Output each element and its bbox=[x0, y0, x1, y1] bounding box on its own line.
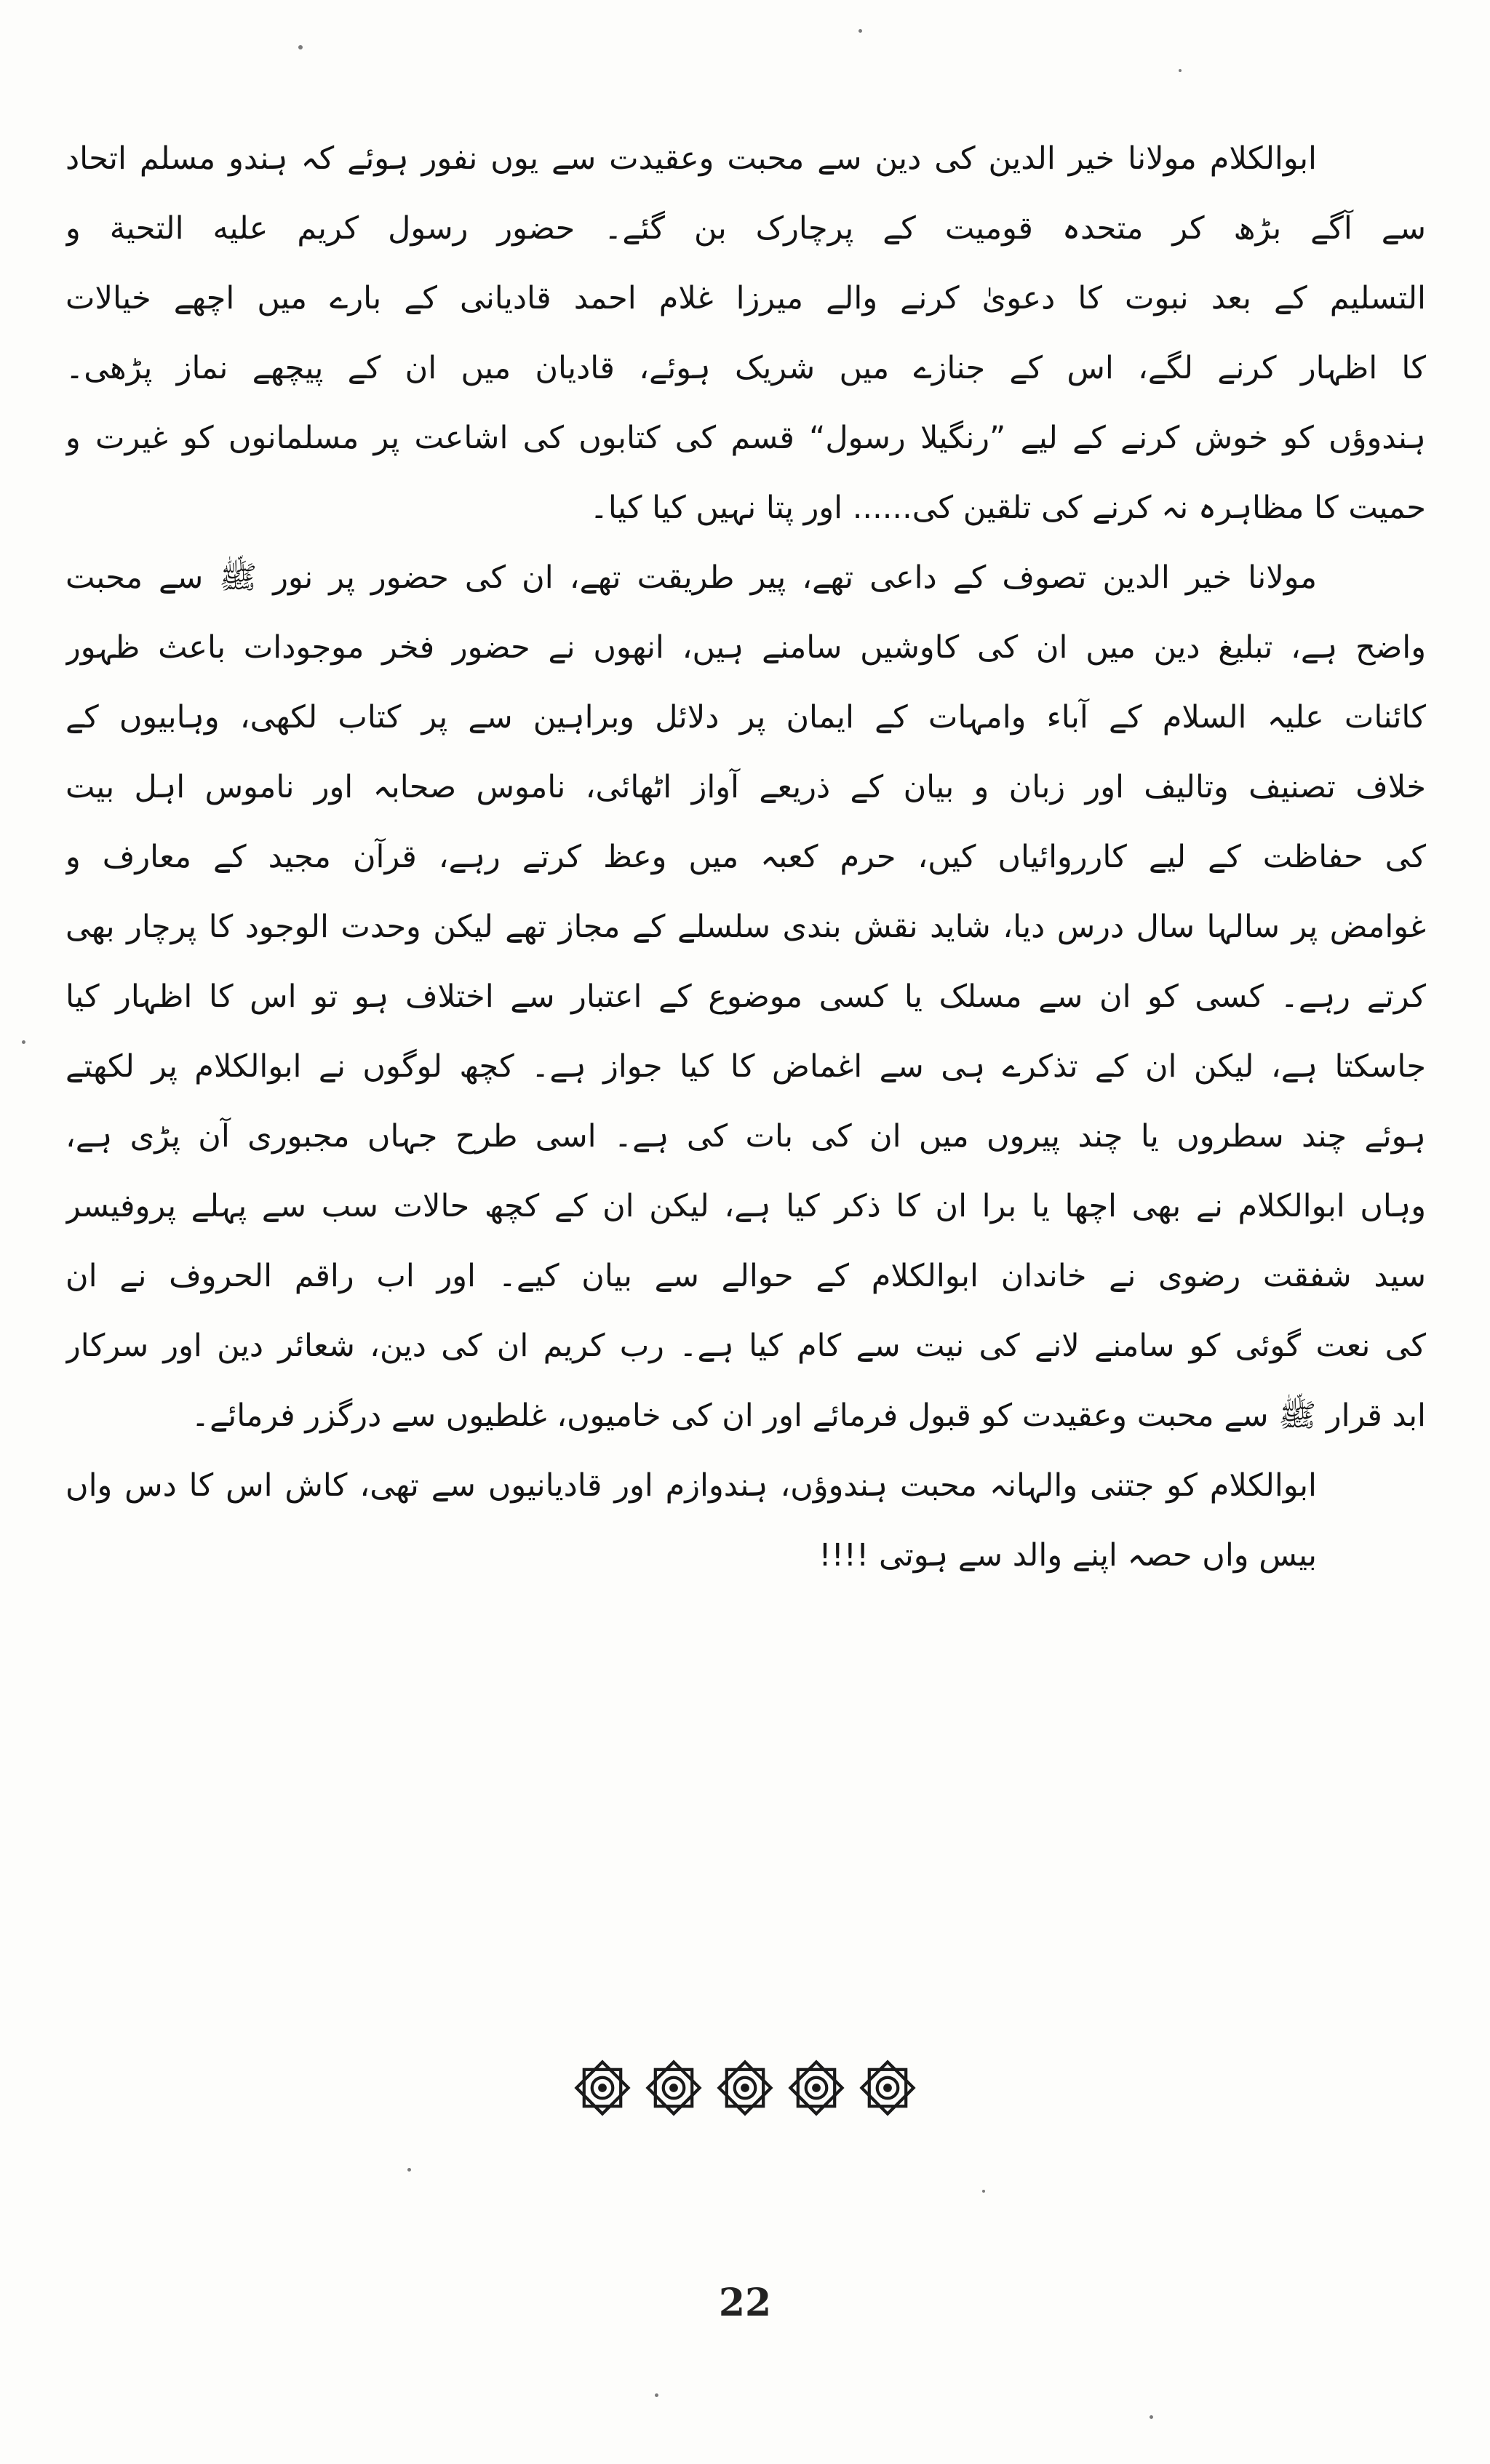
page-number: 22 bbox=[718, 2281, 772, 2325]
text-line: سے آگے بڑھ کر متحدہ قومیت کے پرچارک بن گئے۔ حضور رسول کریم علیه التحية و bbox=[65, 210, 1426, 247]
text-line: بیس واں حصہ اپنے والد سے ہوتی !!!! bbox=[818, 1537, 1317, 1574]
text-line: حمیت کا مظاہرہ نہ کرنے کی تلقین کی...... اور پتا نہیں کیا کیا۔ bbox=[589, 490, 1426, 526]
ornament-icon bbox=[643, 2057, 704, 2118]
text-line: ہندوؤں کو خوش کرنے کے لیے ”رنگیلا رسول“ قسم کی کتابوں کی اشاعت پر مسلمانوں کو غیرت و bbox=[65, 420, 1426, 456]
text-line: ہوئے چند سطروں یا چند پیروں میں ان کی بات کی ہے۔ اسی طرح جہاں مجبوری آن پڑی ہے، bbox=[65, 1118, 1426, 1155]
text-line: سید شفقت رضوی نے خاندان ابوالکلام کے حوالے سے بیان کیے۔ اور اب راقم الحروف نے ان bbox=[65, 1258, 1426, 1294]
text-line: غوامض پر سالہا سال درس دیا، شاید نقش بندی سلسلے کے مجاز تھے لیکن وحدت الوجود کا پرچار بھی bbox=[65, 909, 1426, 945]
scan-speck bbox=[407, 2168, 411, 2172]
ornament-icon bbox=[714, 2057, 776, 2118]
text-line: کی حفاظت کے لیے کارروائیاں کیں، حرم کعبہ میں وعظ کرتے رہے، قرآن مجید کے معارف و bbox=[65, 839, 1426, 875]
text-line: خلاف تصنیف وتالیف اور زبان و بیان کے ذریعے آواز اٹھائی، ناموس صحابہ اور ناموس اہل بیت bbox=[65, 769, 1426, 805]
text-line: کا اظہار کرنے لگے، اس کے جنازے میں شریک ہوئے، قادیان میں ان کے پیچھے نماز پڑھی۔ bbox=[65, 350, 1426, 386]
ornament-icon bbox=[786, 2057, 847, 2118]
text-line: التسليم کے بعد نبوت کا دعویٰ کرنے والے میرزا غلام احمد قادیانی کے بارے میں اچھے خیالات bbox=[65, 280, 1426, 316]
text-line: کی نعت گوئی کو سامنے لانے کی نیت سے کام کیا ہے۔ رب کریم ان کی دین، شعائر دین اور سرکار bbox=[65, 1328, 1426, 1364]
text-line: وہاں ابوالکلام نے بھی اچھا یا برا ان کا ذکر کیا ہے، لیکن ان کے کچھ حالات سب سے پہلے پروفیسر bbox=[65, 1188, 1426, 1224]
body-text bbox=[65, 124, 1426, 1590]
text-line: کائنات علیہ السلام کے آباء وامہات کے ایمان پر دلائل وبراہین سے پر کتاب لکھی، وہابیوں کے bbox=[65, 699, 1426, 735]
scan-speck bbox=[655, 2393, 658, 2397]
ornament-icon bbox=[857, 2057, 918, 2118]
ornament-divider bbox=[0, 2052, 1490, 2124]
text-line: کرتے رہے۔ کسی کو ان سے مسلک یا کسی موضوع کے اعتبار سے اختلاف ہو تو اس کا اظہار کیا bbox=[65, 978, 1426, 1015]
scan-speck bbox=[298, 45, 303, 49]
scan-speck bbox=[858, 29, 862, 33]
text-line: ابوالکلام کو جتنی والہانہ محبت ہندوؤں، ہندوازم اور قادیانیوں سے تھی، کاش اس کا دس واں bbox=[65, 1467, 1317, 1504]
scan-speck bbox=[1150, 2415, 1153, 2419]
text-line: واضح ہے، تبلیغ دین میں ان کی کاوشیں سامنے ہیں، انھوں نے حضور فخر موجودات باعث ظہور bbox=[65, 629, 1426, 666]
text-line: مولانا خیر الدین تصوف کے داعی تھے، پیر طریقت تھے، ان کی حضور پر نور ﷺ سے محبت bbox=[65, 559, 1317, 596]
scan-speck bbox=[1179, 69, 1182, 72]
text-line: ابد قرار ﷺ سے محبت وعقیدت کو قبول فرمائے اور ان کی خامیوں، غلطیوں سے درگزر فرمائے۔ bbox=[191, 1398, 1426, 1434]
scan-speck bbox=[982, 2190, 985, 2193]
text-line: ابوالکلام مولانا خیر الدین کی دین سے محبت وعقیدت سے یوں نفور ہوئے کہ ہندو مسلم اتحاد bbox=[65, 140, 1317, 177]
text-line: جاسکتا ہے، لیکن ان کے تذکرے ہی سے اغماض کا کیا جواز ہے۔ کچھ لوگوں نے ابوالکلام پر لکھتے bbox=[65, 1048, 1426, 1085]
scan-speck bbox=[22, 1040, 25, 1044]
ornament-icon bbox=[572, 2057, 633, 2118]
